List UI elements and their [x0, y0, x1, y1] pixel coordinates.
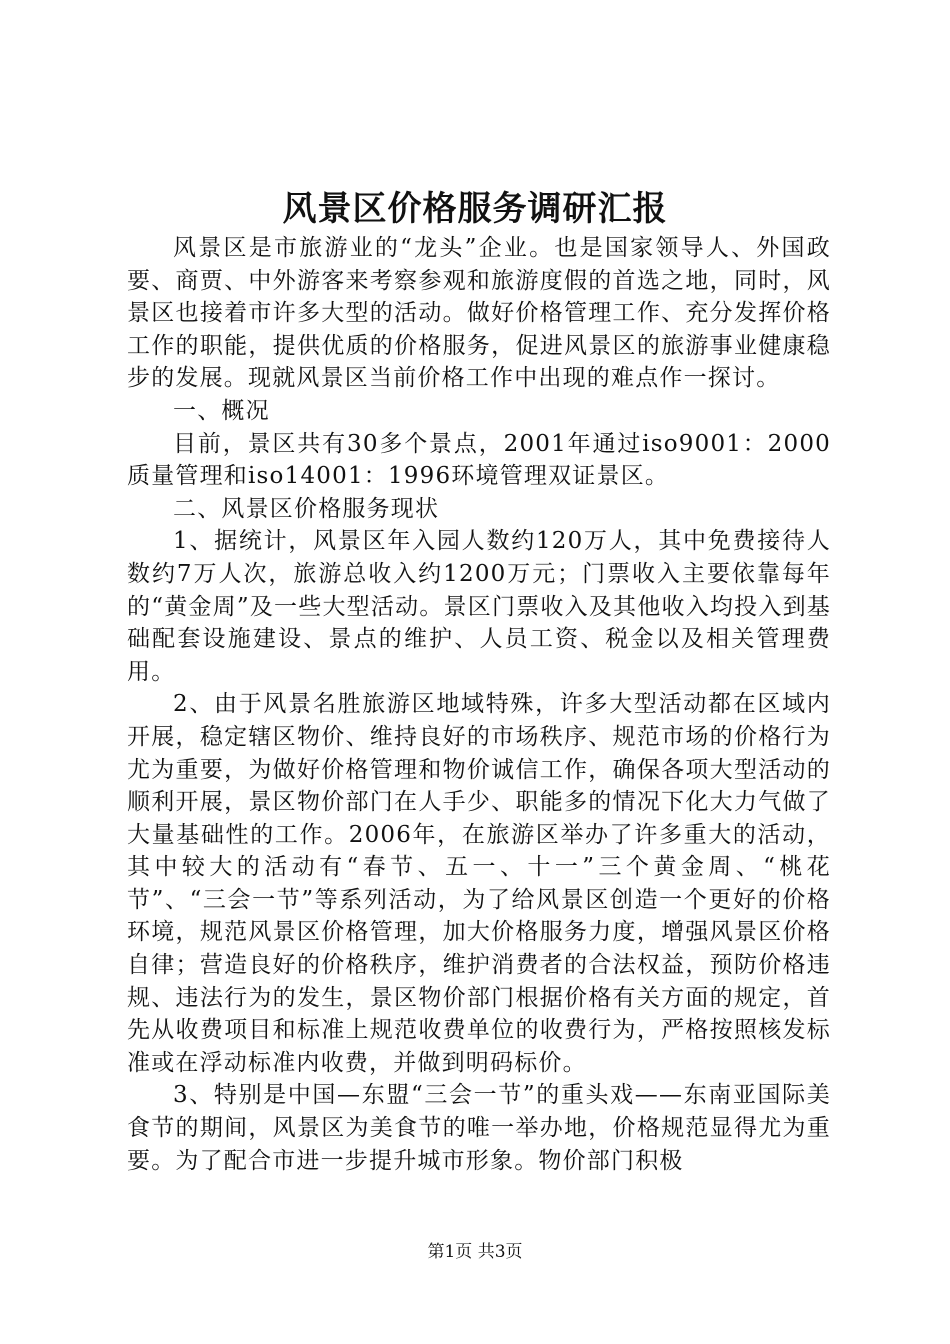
- document-title: 风景区价格服务调研汇报: [282, 189, 668, 229]
- paragraph-overview: 目前，景区共有30多个景点，2001年通过iso9001：2000质量管理和iso14001：1996环境管理双证景区。: [127, 430, 831, 490]
- paragraph-item-3: 3、特别是中国—东盟“三会一节”的重头戏——东南亚国际美食节的期间，风景区为美食节的唯一举办地，价格规范显得尤为重要。为了配合市进一步提升城市形象。物价部门积极: [127, 1082, 831, 1174]
- paragraph-item-1: 1、据统计，风景区年入园人数约120万人，其中免费接待人数约7万人次，旅游总收入约1200万元；门票收入主要依靠每年的“黄金周”及一些大型活动。景区门票收入及其他收入均投入到基础配套设施建设、景点的维护、人员工资、税金以及相关管理费用。: [127, 528, 831, 685]
- document-body: [127, 232, 831, 1177]
- paragraph-intro: 风景区是市旅游业的“龙头”企业。也是国家领导人、外国政要、商贾、中外游客来考察参观和旅游度假的首选之地，同时，风景区也接着市许多大型的活动。做好价格管理工作、充分发挥价格工作的职能，提供优质的价格服务，促进风景区的旅游事业健康稳步的发展。现就风景区当前价格工作中出现的难点作一探讨。: [127, 235, 831, 392]
- section-heading-status: 二、风景区价格服务现状: [173, 495, 440, 522]
- page-footer: 第1页 共3页: [427, 1242, 523, 1262]
- section-heading-overview: 一、概况: [173, 397, 270, 424]
- paragraph-item-2: 2、由于风景名胜旅游区地域特殊，许多大型活动都在区域内开展，稳定辖区物价、维持良好的市场秩序、规范市场的价格行为尤为重要，为做好价格管理和物价诚信工作，确保各项大型活动的顺利开展，景区物价部门在人手少、职能多的情况下化大力气做了大量基础性的工作。2006年，在旅游区举办了许多重大的活动，其中较大的活动有“春节、五一、十一”三个黄金周、“桃花节”、“三会一节”等系列活动，为了给风景区创造一个更好的价格环境，规范风景区价格管理，加大价格服务力度，增强风景区价格自律；营造良好的价格秩序，维护消费者的合法权益，预防价格违规、违法行为的发生，景区物价部门根据价格有关方面的规定，首先从收费项目和标准上规范收费单位的收费行为，严格按照核发标准或在浮动标准内收费，并做到明码标价。: [127, 691, 831, 1076]
